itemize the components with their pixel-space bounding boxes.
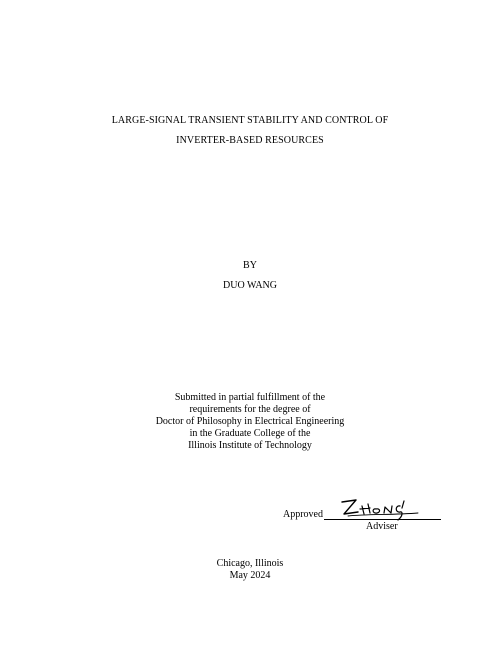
- submission-line-4: in the Graduate College of the: [189, 428, 311, 439]
- submission-line-2: requirements for the degree of: [189, 404, 311, 415]
- by-label: BY: [243, 260, 257, 271]
- thesis-title-line-2: INVERTER-BASED RESOURCES: [176, 135, 324, 146]
- adviser-signature: [338, 494, 428, 524]
- signature-line: [324, 519, 441, 520]
- thesis-title-line-1: LARGE-SIGNAL TRANSIENT STABILITY AND CONTROL OF: [111, 115, 389, 126]
- author-name: DUO WANG: [223, 280, 277, 291]
- submission-line-3: Doctor of Philosophy in Electrical Engineering: [155, 416, 345, 427]
- date: May 2024: [229, 570, 271, 581]
- place: Chicago, Illinois: [216, 558, 284, 569]
- approved-label: Approved: [283, 509, 323, 520]
- submission-line-5: Illinois Institute of Technology: [188, 440, 312, 451]
- adviser-label: Adviser: [366, 521, 398, 532]
- submission-line-1: Submitted in partial fulfillment of the: [174, 392, 326, 403]
